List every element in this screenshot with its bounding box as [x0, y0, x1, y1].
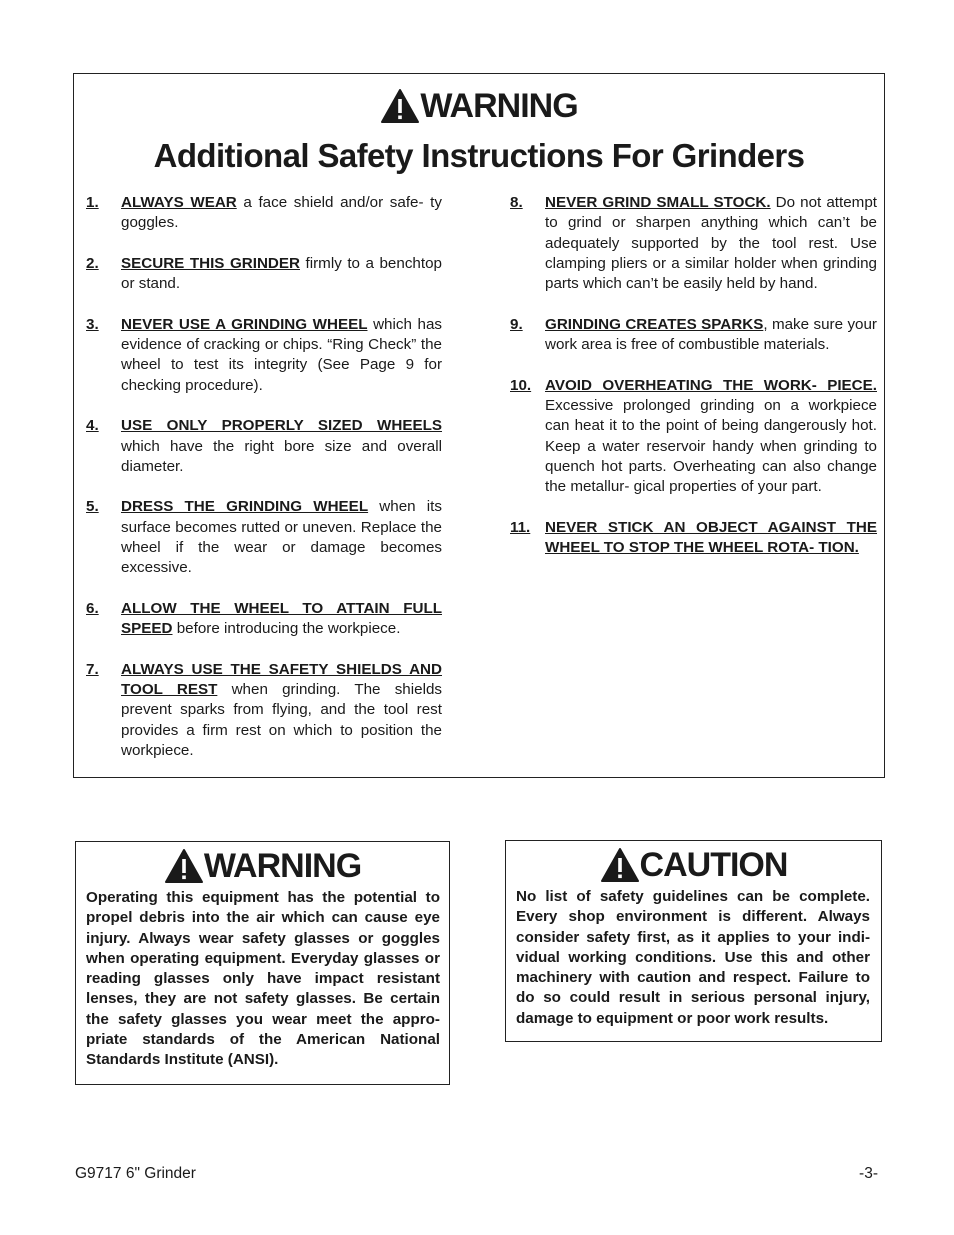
instruction-item [86, 660, 442, 761]
main-warning-box [73, 73, 885, 778]
item-text: before introducing the workpiece. [172, 620, 401, 638]
warning-triangle-icon [380, 88, 420, 124]
instruction-item [86, 416, 442, 477]
instruction-item [510, 315, 877, 356]
item-number: 10. [510, 376, 532, 394]
item-text: , make sure your work area is free of combustible materials. [545, 315, 877, 354]
item-lead: ALLOW THE WHEEL TO ATTAIN FULL SPEED [121, 599, 442, 638]
warning-triangle-icon [164, 848, 204, 884]
item-lead: DRESS THE GRINDING WHEEL [121, 498, 369, 516]
item-lead: NEVER GRIND SMALL STOCK. [545, 194, 771, 211]
warning-triangle-icon [600, 847, 640, 883]
instruction-item [510, 518, 877, 559]
footer-model: G9717 6" Grinder [75, 1165, 196, 1182]
item-text: firmly to a benchtop or stand. [121, 254, 442, 293]
item-lead: GRINDING CREATES SPARKS [545, 315, 764, 333]
item-lead: ALWAYS USE THE SAFETY SHIELDS AND TOOL REST [121, 660, 442, 699]
item-number: 4. [86, 417, 99, 435]
item-text: a face shield and/or safe- ty goggles. [121, 194, 442, 232]
instruction-item [86, 315, 442, 396]
item-lead: NEVER STICK AN OBJECT AGAINST THE WHEEL TO STOP THE WHEEL ROTA- TION. [545, 518, 877, 557]
item-number: 7. [86, 660, 99, 678]
item-number: 2. [86, 254, 99, 272]
instruction-item [510, 193, 877, 294]
instruction-item [86, 254, 442, 295]
item-text: Excessive prolonged grinding on a workpiece can heat it to the point of being dangerously hot. Keep a water reservoir handy when grinding to quench hot parts. Overheating can also change the metallur- gical properties of your part. [545, 396, 877, 496]
instruction-item [86, 497, 442, 578]
page-title: Additional Safety Instructions For Grinders [153, 137, 805, 174]
caution-box [505, 840, 882, 1042]
caution-text: No list of safety guidelines can be complete. Every shop environment is different. Always consider safety first, as it applies to your indi- vidual working conditions. Use this and other machinery with caution and respect. Failure to do so could result in serious personal injury, damage to equipment or poor work results. [516, 888, 870, 1027]
item-number: 6. [86, 599, 99, 617]
item-text: when grinding. The shields prevent sparks from flying, and the tool rest provides a firm rest on which to position the workpiece. [121, 681, 442, 760]
caution-signal-word: CAUTION [639, 846, 788, 884]
main-warning-header [74, 84, 884, 135]
item-text: Do not attempt to grind or sharpen anything which can’t be adequately supported by the tool rest. Use clamping pliers or a similar holder when grinding parts which can’t be easily held by hand. [545, 194, 877, 293]
item-number: 3. [86, 315, 99, 333]
instruction-item [510, 376, 877, 498]
item-number: 1. [86, 194, 99, 211]
item-text: when its surface becomes rutted or uneven. Replace the wheel if the wear or damage becomes excessive. [121, 498, 442, 577]
item-number: 9. [510, 315, 523, 333]
item-lead: ALWAYS WEAR [121, 194, 237, 211]
warning-signal-word: WARNING [203, 847, 362, 885]
item-number: 8. [510, 194, 523, 211]
item-text: which has evidence of cracking or chips. “Ring Check” the wheel to test its integrity (See Page 9 for checking procedure). [121, 315, 442, 394]
item-number: 5. [86, 498, 99, 516]
instructions-left-column [86, 193, 442, 782]
eye-protection-warning-box [75, 841, 450, 1085]
item-lead: NEVER USE A GRINDING WHEEL [121, 315, 368, 333]
main-signal-word: WARNING [420, 87, 578, 125]
item-text: which have the right bore size and overall diameter. [121, 437, 442, 475]
item-lead: USE ONLY PROPERLY SIZED WHEELS [121, 417, 442, 435]
page-number: -3- [859, 1165, 878, 1182]
item-lead: SECURE THIS GRINDER [121, 254, 300, 272]
instruction-item [86, 599, 442, 640]
warning-text: Operating this equipment has the potential to propel debris into the air which can cause eye injury. Always wear safety glasses or goggles when operating equipment. Everyday glasses or reading glasses only have impact resistant lenses, they are not safety glasses. Be certain the safety glasses you wear meet the appro- priate standards of the American National Standards Institute (ANSI). [86, 889, 440, 1069]
instruction-item [86, 193, 442, 234]
instructions-right-column [510, 193, 877, 579]
item-number: 11. [510, 518, 531, 536]
item-lead: AVOID OVERHEATING THE WORK- PIECE. [545, 376, 877, 394]
